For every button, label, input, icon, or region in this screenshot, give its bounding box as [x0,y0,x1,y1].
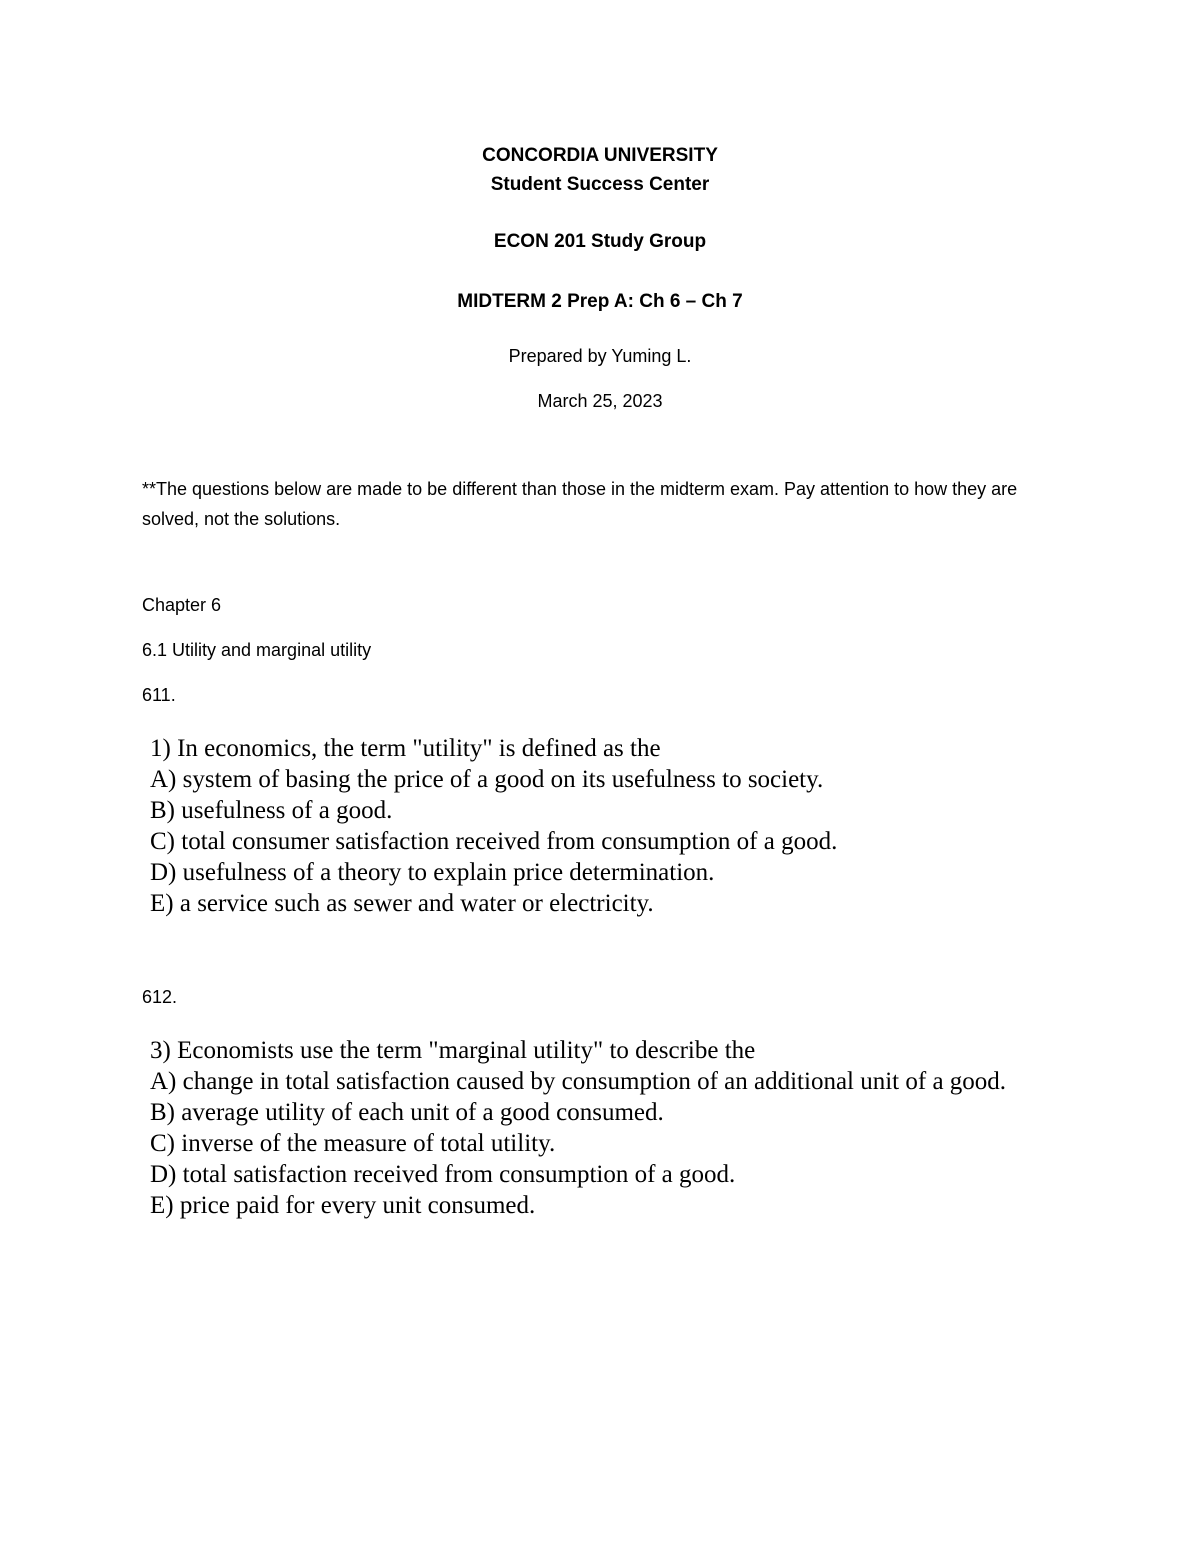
prepared-by: Prepared by Yuming L. [508,346,692,366]
course-title: ECON 201 Study Group [493,231,707,252]
university-name: CONCORDIA UNIVERSITY [482,145,718,166]
question-number: 611. [142,685,176,705]
question-stem: 3) Economists use the term "marginal utility" to describe the [150,1037,756,1064]
question-block [150,1035,1100,1221]
answer-option: D) usefulness of a theory to explain price determination. [150,859,715,886]
answer-option: C) total consumer satisfaction received from consumption of a good. [150,828,838,855]
exam-title: MIDTERM 2 Prep A: Ch 6 – Ch 7 [457,291,743,312]
answer-option: C) inverse of the measure of total utility. [150,1130,556,1157]
answer-option: B) average utility of each unit of a good consumed. [150,1099,664,1126]
question-stem: 1) In economics, the term "utility" is defined as the [150,735,661,762]
answer-option: E) price paid for every unit consumed. [150,1192,536,1219]
center-name: Student Success Center [490,174,710,195]
question-block [150,733,1100,919]
document-date: March 25, 2023 [537,391,663,411]
section-heading: 6.1 Utility and marginal utility [142,640,372,660]
question-number: 612. [142,987,178,1007]
answer-option: D) total satisfaction received from consumption of a good. [150,1161,736,1188]
notice-text: **The questions below are made to be different than those in the midterm exam. Pay attention to how they are solved, not the solutions. [142,479,1018,529]
answer-option: E) a service such as sewer and water or electricity. [150,890,654,917]
answer-option: B) usefulness of a good. [150,797,393,824]
answer-option: A) change in total satisfaction caused by consumption of an additional unit of a good. [150,1068,1007,1095]
answer-option: A) system of basing the price of a good on its usefulness to society. [150,766,824,793]
chapter-heading: Chapter 6 [142,595,222,615]
